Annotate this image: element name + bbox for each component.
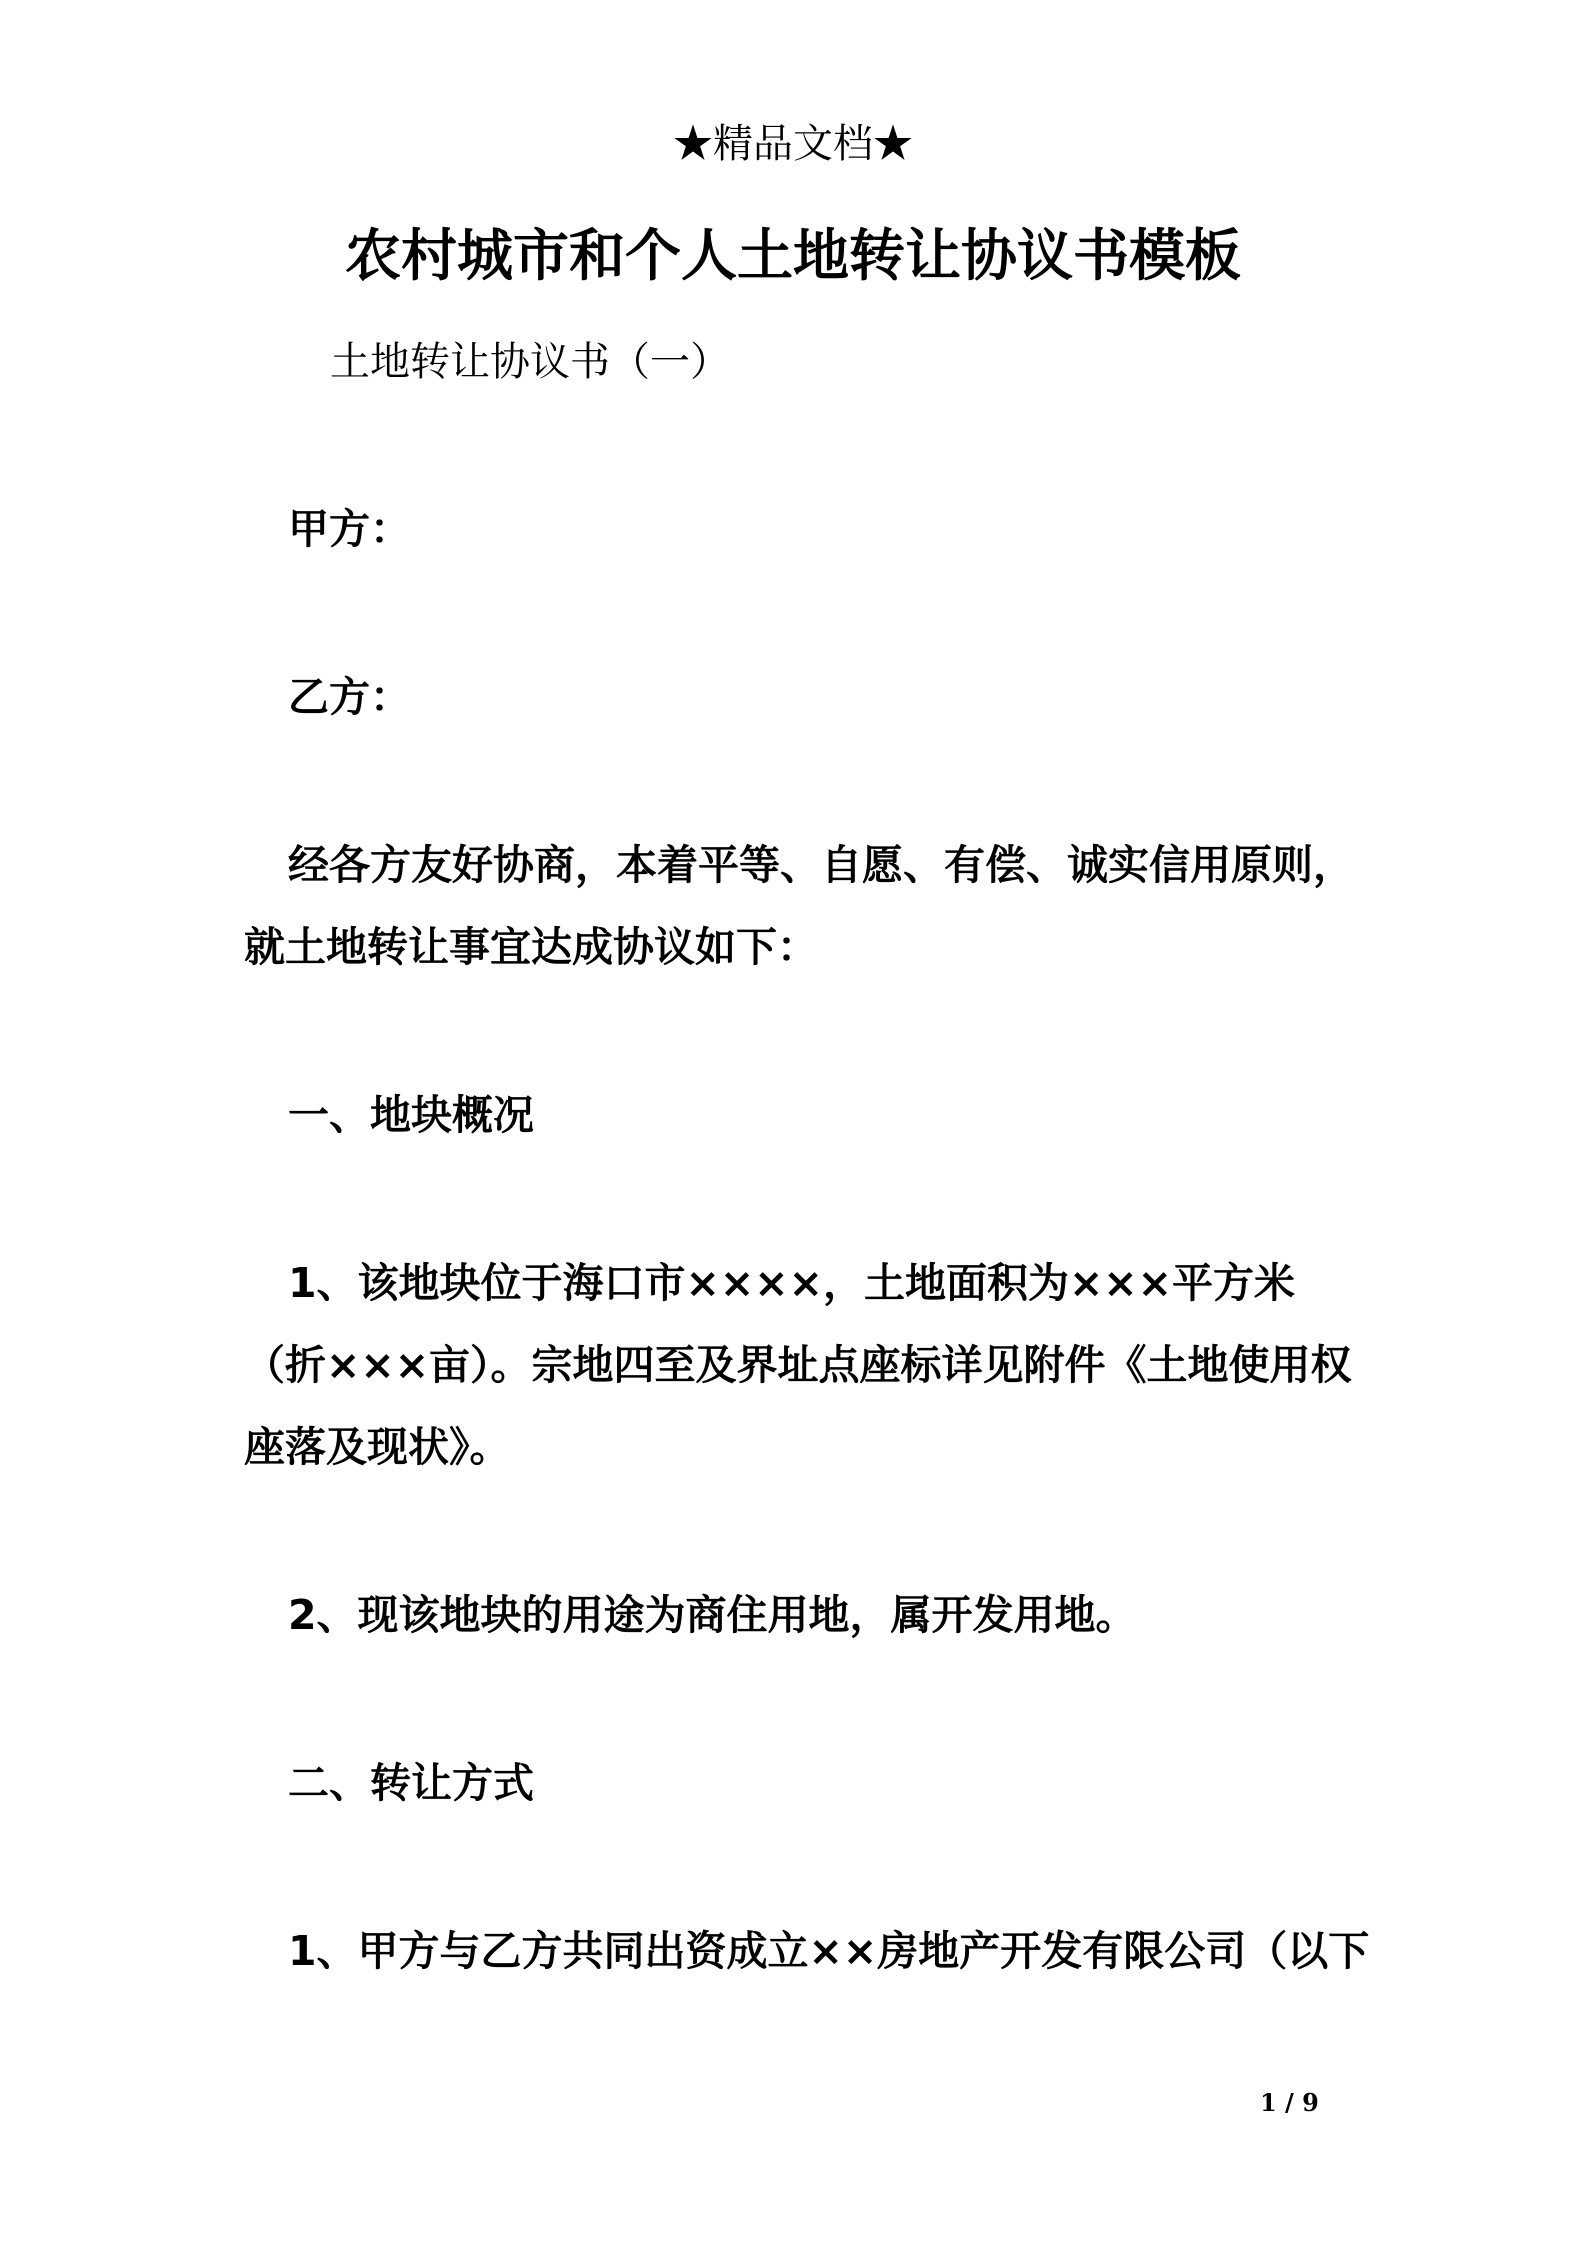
party-a-label: 甲方：	[288, 505, 411, 553]
section-1-item-1-line-1: 1、该地块位于海口市××××，土地面积为×××平方米	[288, 1259, 1296, 1307]
intro-paragraph-line-1: 经各方友好协商，本着平等、自愿、有偿、诚实信用原则，	[288, 841, 1354, 889]
section-1-heading: 一、地块概况	[288, 1091, 534, 1139]
intro-paragraph-line-2: 就土地转让事宜达成协议如下：	[244, 923, 818, 971]
section-2-item-1-line-1: 1、甲方与乙方共同出资成立××房地产开发有限公司（以下	[288, 1927, 1370, 1975]
section-2-heading: 二、转让方式	[288, 1759, 534, 1807]
section-1-item-2: 2、现该地块的用途为商住用地，属开发用地。	[288, 1591, 1137, 1639]
page-indicator: 1 / 9	[1260, 2088, 1319, 2117]
document-title: 农村城市和个人土地转让协议书模板	[345, 224, 1241, 289]
section-1-item-1-line-3: 座落及现状》。	[244, 1423, 511, 1471]
party-b-label: 乙方：	[288, 673, 411, 721]
document-header-banner: ★精品文档★	[673, 121, 913, 167]
section-1-item-1-line-2: （折×××亩）。宗地四至及界址点座标详见附件《土地使用权	[244, 1341, 1352, 1389]
document-subtitle: 土地转让协议书（一）	[330, 339, 730, 385]
